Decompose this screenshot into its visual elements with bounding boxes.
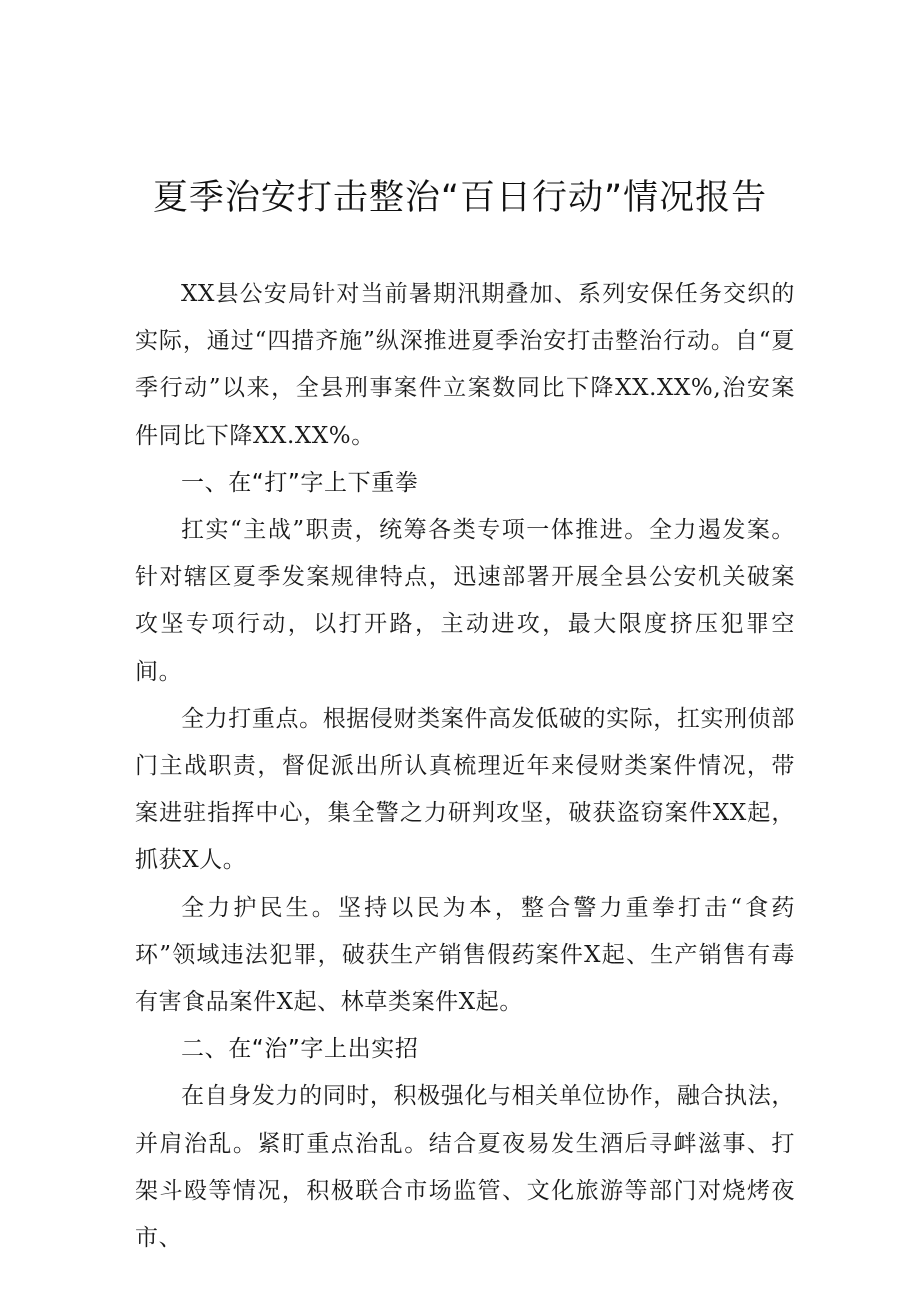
document-title: 夏季治安打击整治“百日行动”情况报告 xyxy=(152,178,768,218)
section-1-paragraph-2: 全力打重点。根据侵财类案件高发低破的实际，扛实刑侦部门主战职责，督促派出所认真梳理近年来侵财类案件情况，带案进驻指挥中心，集全警之力研判攻坚，破获盗窃案件XX起，抓获X人。 xyxy=(135,705,795,874)
section-heading-1: 一、在“打”字上下重拳 xyxy=(181,469,419,496)
section-heading-2: 二、在“治”字上出实招 xyxy=(181,1036,419,1063)
intro-paragraph: XX县公安局针对当前暑期汛期叠加、系列安保任务交织的实际，通过“四措齐施”纵深推进夏季治安打击整治行动。自“夏季行动”以来，全县刑事案件立案数同比下降XX.XX%,治安案件同比下降XX.XX%。 xyxy=(135,281,795,449)
section-1-paragraph-3: 全力护民生。坚持以民为本，整合警力重拳打击“食药环”领域违法犯罪，破获生产销售假药案件X起、生产销售有毒有害食品案件X起、林草类案件X起。 xyxy=(135,894,795,1016)
document-body xyxy=(135,271,795,1262)
section-2-paragraph-1: 在自身发力的同时，积极强化与相关单位协作，融合执法，并肩治乱。紧盯重点治乱。结合夏夜易发生酒后寻衅滋事、打架斗殴等情况，积极联合市场监管、文化旅游等部门对烧烤夜市、 xyxy=(135,1083,795,1252)
section-1-paragraph-1: 扛实“主战”职责，统筹各类专项一体推进。全力遏发案。针对辖区夏季发案规律特点，迅速部署开展全县公安机关破案攻坚专项行动，以打开路，主动进攻，最大限度挤压犯罪空间。 xyxy=(135,517,795,685)
